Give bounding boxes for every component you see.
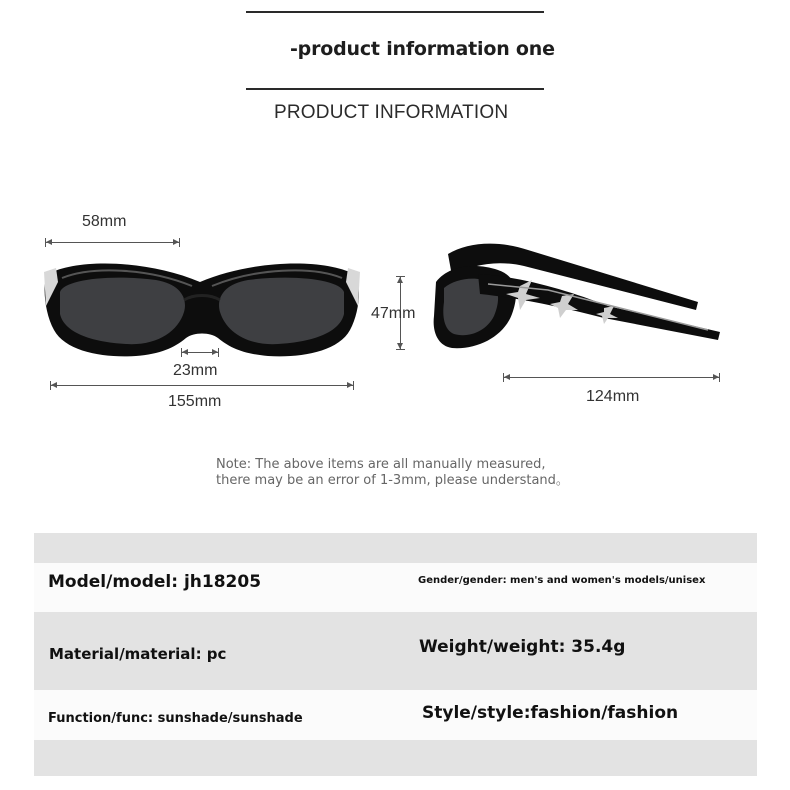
spec-gender: Gender/gender: men's and women's models/unisex [418, 575, 706, 586]
bridge-width-label: 23mm [173, 362, 218, 379]
spec-material: Material/material: pc [49, 645, 227, 663]
bridge-width-line [181, 352, 219, 353]
note-line-1: Note: The above items are all manually measured, [216, 457, 546, 472]
note-line-2: there may be an error of 1-3mm, please understand。 [216, 473, 569, 488]
measurement-note [216, 457, 569, 489]
middle-divider [246, 88, 544, 90]
sunglasses-side-icon [428, 236, 728, 356]
frame-width-label: 155mm [168, 393, 222, 410]
temple-length-line [503, 377, 720, 378]
lens-height-label: 47mm [371, 305, 416, 322]
lens-width-label: 58mm [82, 213, 127, 230]
spec-weight: Weight/weight: 35.4g [419, 637, 626, 657]
spec-model: Model/model: jh18205 [48, 572, 262, 592]
section-title: PRODUCT INFORMATION [274, 102, 509, 123]
spec-function: Function/func: sunshade/sunshade [48, 711, 303, 726]
sunglasses-front-icon [38, 252, 366, 364]
frame-width-line [50, 385, 354, 386]
page-subtitle: -product information one [290, 38, 555, 60]
lens-width-line [45, 242, 180, 243]
spec-style: Style/style:fashion/fashion [422, 703, 679, 723]
spec-band-top [34, 533, 757, 563]
spec-band-bottom [34, 740, 757, 776]
temple-length-label: 124mm [586, 388, 640, 405]
top-divider [246, 11, 544, 13]
